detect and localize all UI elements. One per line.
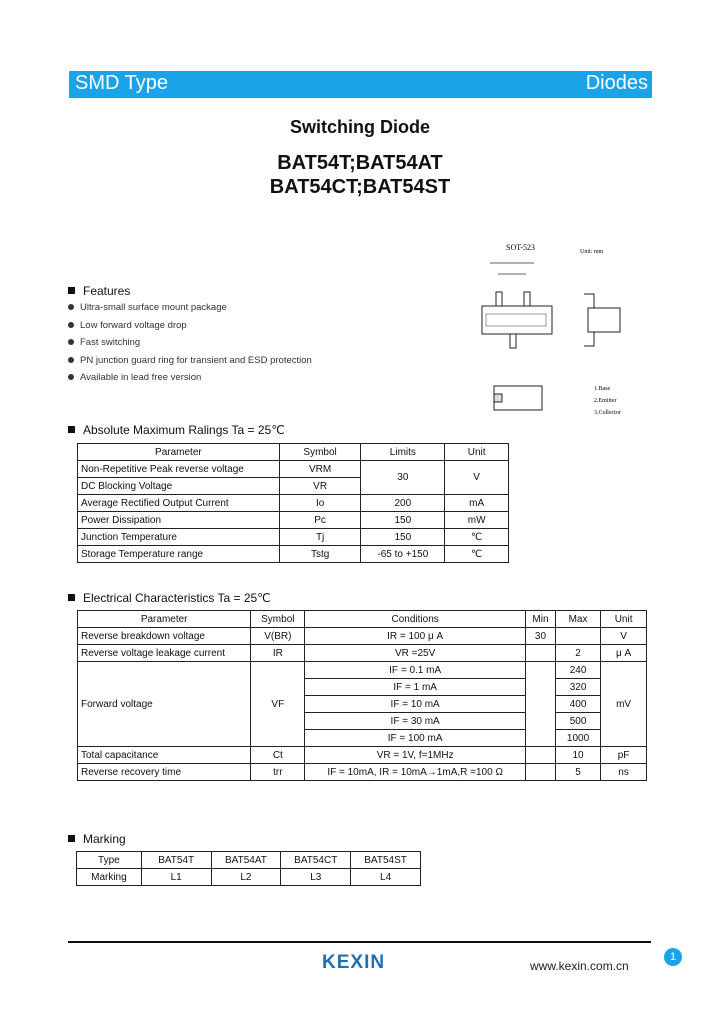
marking-table [76,851,421,886]
cell: mV [601,662,647,747]
cell: IF = 10mA, IR = 10mA→1mA,R =100 Ω [305,764,526,781]
cell: 2 [555,645,600,662]
cell [525,764,555,781]
cell: BAT54CT [281,852,351,869]
end-lead [494,394,502,402]
side-lead [584,294,594,346]
header-banner [69,71,652,98]
cell: VR [279,478,361,495]
page-title: Switching Diode [289,117,430,137]
cell: -65 to +150 [361,546,445,563]
bullet-icon [68,339,74,345]
features-list [68,302,312,390]
package-top-inner [486,314,546,326]
cell: pF [601,747,647,764]
cell: Junction Temperature [78,529,280,546]
cell: Storage Temperature range [78,546,280,563]
cell: IF = 1 mA [305,679,526,696]
cell: Type [77,852,142,869]
cell: 10 [555,747,600,764]
table-row [78,645,647,662]
table-header: Max [555,611,600,628]
table-header: Min [525,611,555,628]
table-row [78,495,509,512]
bullet-icon [68,374,74,380]
cell: 30 [525,628,555,645]
cell: V(BR) [251,628,305,645]
part-numbers-line1: BAT54T;BAT54AT [277,152,443,174]
cell: BAT54ST [351,852,421,869]
cell: 400 [555,696,600,713]
cell: V [445,461,509,495]
cell: 200 [361,495,445,512]
table-row [78,628,647,645]
cell [525,747,555,764]
table-header: Symbol [251,611,305,628]
pin-label: 3.Collector [594,410,621,416]
table-header: Symbol [279,444,361,461]
cell: 500 [555,713,600,730]
cell: Non-Repetitive Peak reverse voltage [78,461,280,478]
lead-1 [496,292,502,306]
table-header-row [78,611,647,628]
cell: μ A [601,645,647,662]
cell: Reverse voltage leakage current [78,645,251,662]
table-row [78,529,509,546]
table-row [77,852,421,869]
table-row [78,747,647,764]
lead-2 [524,292,530,306]
cell: IF = 100 mA [305,730,526,747]
cell: L4 [351,869,421,886]
cell: IF = 0.1 mA [305,662,526,679]
list-item: Low forward voltage drop [68,320,312,338]
cell: Reverse breakdown voltage [78,628,251,645]
cell: mA [445,495,509,512]
cell: Io [279,495,361,512]
square-bullet-icon [68,287,75,294]
features-heading: Features [68,284,130,298]
table-header: Parameter [78,611,251,628]
square-bullet-icon [68,426,75,433]
cell: IR = 100 μ A [305,628,526,645]
cell: Total capacitance [78,747,251,764]
bullet-icon [68,322,74,328]
header-right-label: Diodes [585,72,648,94]
package-side-view [588,308,620,332]
pin-label: 2.Emitter [594,398,617,404]
list-item: PN junction guard ring for transient and ESD protection [68,355,312,373]
table-row [78,512,509,529]
cell: L2 [211,869,281,886]
cell: IF = 10 mA [305,696,526,713]
cell: BAT54AT [211,852,281,869]
cell: Power Dissipation [78,512,280,529]
cell [525,645,555,662]
cell: VR =25V [305,645,526,662]
cell: VR = 1V, f=1MHz [305,747,526,764]
cell: mW [445,512,509,529]
table-header: Limits [361,444,445,461]
page-number: 1 [664,948,682,966]
cell: VRM [279,461,361,478]
cell: VF [251,662,305,747]
abs-max-heading: Absolute Maximum Ralings Ta = 25℃ [68,423,285,437]
cell [525,662,555,747]
pin-label: 1.Base [594,386,611,392]
cell: BAT54T [141,852,211,869]
list-item: Ultra-small surface mount package [68,302,312,320]
cell: 150 [361,512,445,529]
table-header: Parameter [78,444,280,461]
table-header: Unit [601,611,647,628]
cell [555,628,600,645]
table-header: Conditions [305,611,526,628]
marking-heading: Marking [68,832,126,846]
cell: IR [251,645,305,662]
package-unit: Unit: mm [580,249,604,255]
cell: 240 [555,662,600,679]
square-bullet-icon [68,835,75,842]
part-numbers-line2: BAT54CT;BAT54ST [269,176,451,198]
cell: 150 [361,529,445,546]
cell: DC Blocking Voltage [78,478,280,495]
cell: Marking [77,869,142,886]
company-logo: KEXIN [322,952,386,973]
elec-heading: Electrical Characteristics Ta = 25℃ [68,591,271,605]
cell: 1000 [555,730,600,747]
header-left-label: SMD Type [75,72,168,94]
cell: Reverse recovery time [78,764,251,781]
abs-max-table [77,443,509,563]
cell: ns [601,764,647,781]
lead-3 [510,334,516,348]
list-item: Available in lead free version [68,372,312,390]
cell: Forward voltage [78,662,251,747]
table-header: Unit [445,444,509,461]
cell: L3 [281,869,351,886]
footer-divider [68,941,651,943]
table-row [78,461,509,478]
cell: Ct [251,747,305,764]
website-link[interactable]: www.kexin.com.cn [530,959,629,973]
table-row [78,662,647,679]
cell: Pc [279,512,361,529]
cell: trr [251,764,305,781]
cell: ℃ [445,546,509,563]
bullet-icon [68,304,74,310]
table-header-row [78,444,509,461]
cell: 30 [361,461,445,495]
package-top-view [482,306,552,334]
table-row [78,546,509,563]
table-row [77,869,421,886]
list-item: Fast switching [68,337,312,355]
table-row [78,764,647,781]
cell: 320 [555,679,600,696]
elec-table [77,610,647,781]
cell: IF = 30 mA [305,713,526,730]
cell: Average Rectified Output Current [78,495,280,512]
cell: Tstg [279,546,361,563]
package-outline-drawing [472,240,652,430]
cell: L1 [141,869,211,886]
square-bullet-icon [68,594,75,601]
cell: Tj [279,529,361,546]
cell: V [601,628,647,645]
bullet-icon [68,357,74,363]
cell: ℃ [445,529,509,546]
cell: 5 [555,764,600,781]
package-name: SOT-523 [506,243,536,252]
